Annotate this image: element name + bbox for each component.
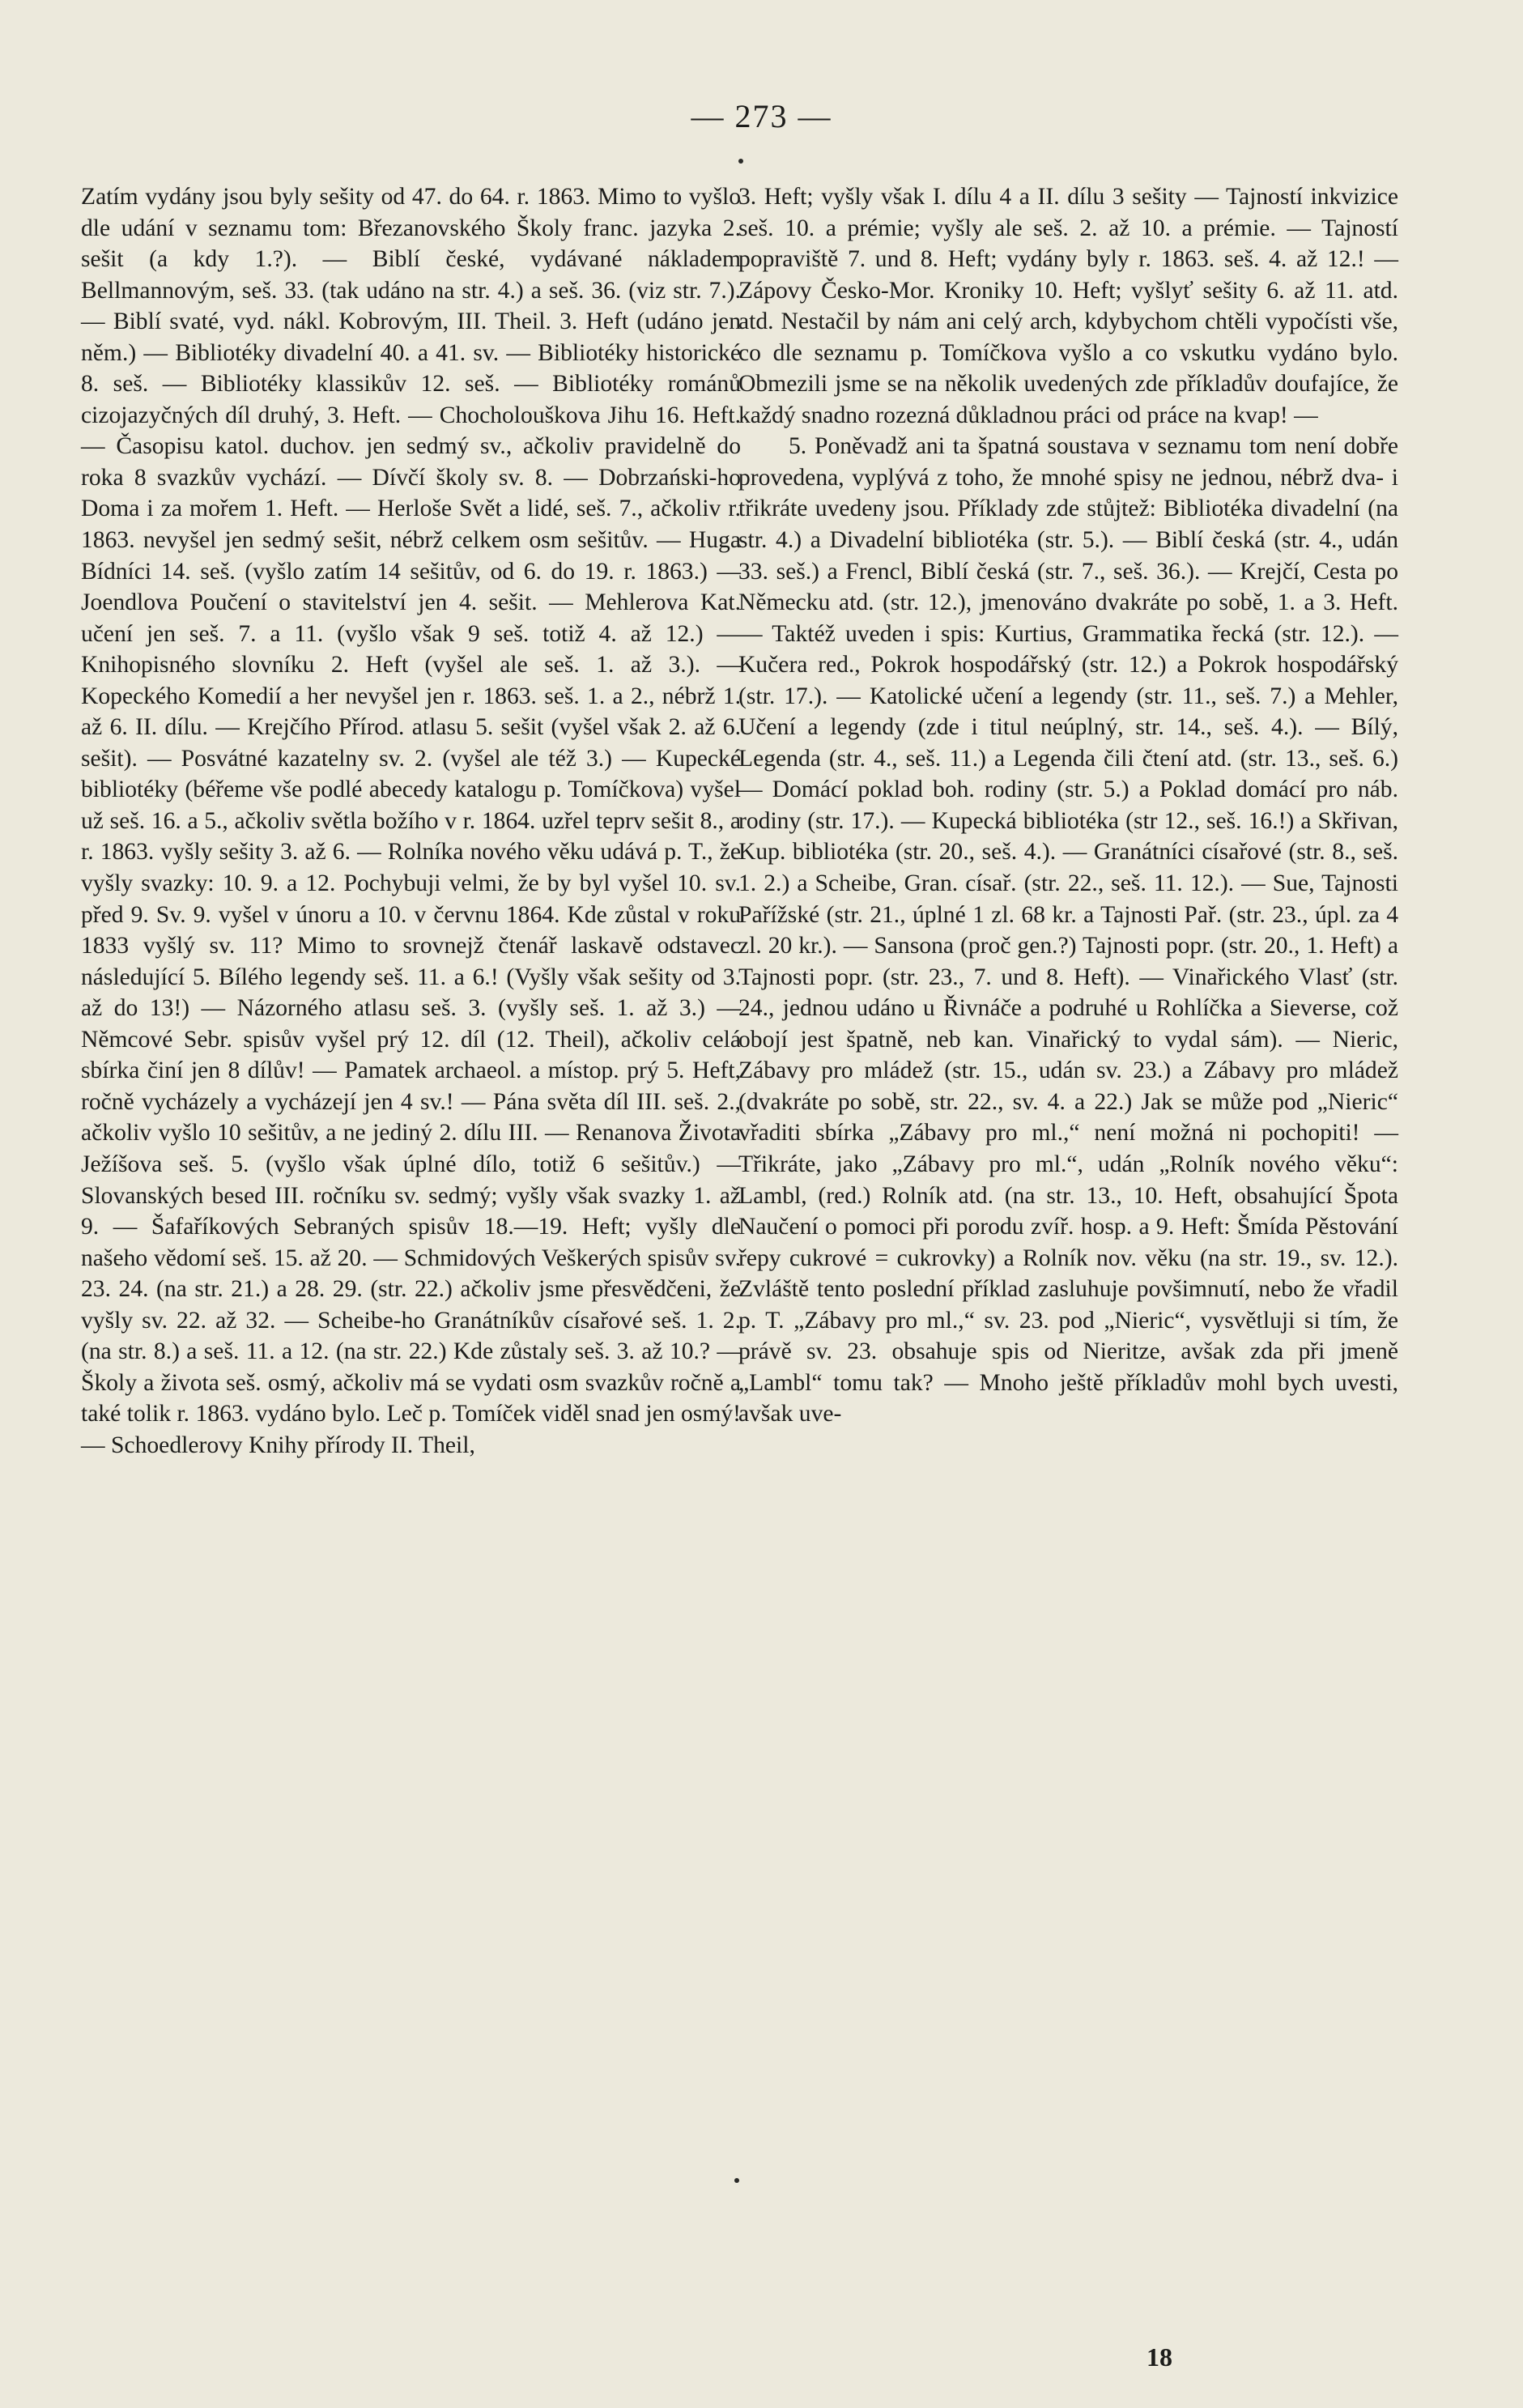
ink-dot-decoration — [734, 2178, 739, 2183]
paragraph: Zatím vydány jsou byly sešity od 47. do 64. r. 1863. Mimo to vyšlo dle udání v seznamu tom: Březanovského Školy franc. jazyka 2. sešit (a kdy 1.?). — Biblí české, vydávané nákladem Bellmannovým, seš. 33. (tak udáno na str. 4.) a seš. 36. (viz str. 7.). — Biblí svaté, vyd. nákl. Kobrovým, III. Theil. 3. Heft (udáno jen něm.) — Bibliotéky divadelní 40. a 41. sv. — Bibliotéky historické 8. seš. — Bibliotéky klassikův 12. seš. — Bibliotéky románů cizojazyčných díl druhý, 3. Heft. — Chocholouškova Jihu 16. Heft. — Časopisu katol. duchov. jen sedmý sv., ačkoliv pravidelně do roka 8 svazkův vychází. — Dívčí školy sv. 8. — Dobrzański-ho Doma i za mořem 1. Heft. — Herloše Svět a lidé, seš. 7., ačkoliv r. 1863. nevyšel jen sedmý sešit, nébrž celkem osm sešitův. — Huga Bídníci 14. seš. (vyšlo zatím 14 sešitův, od 6. do 19. r. 1863.) — Joendlova Poučení o stavitelství jen 4. sešit. — Mehlerova Kat. učení jen seš. 7. a 11. (vyšlo však 9 seš. totiž 4. až 12.) — Knihopisného slovníku 2. Heft (vyšel ale seš. 1. až 3.). — Kopeckého Komedií a her nevyšel jen r. 1863. seš. 1. a 2., nébrž 1. až 6. II. dílu. — Krejčího Přírod. atlasu 5. sešit (vyšel však 2. až 6. sešit). — Posvátné kazatelny sv. 2. (vyšel ale též 3.) — Kupecké bibliotéky (béřeme vše podlé abecedy katalogu p. Tomíčkova) vyšel už seš. 16. a 5., ačkoliv světla božího v r. 1864. uzřel teprv sešit 8., a r. 1863. vyšly sešity 3. až 6. — Rolníka nového věku udává p. T., že vyšly svazky: 10. 9. a 12. Pochybuji velmi, že by byl vyšel 10. sv. před 9. Sv. 9. vyšel v únoru a 10. v červnu 1864. Kde zůstal v roku 1833 vyšlý sv. 11? Mimo to srovnejž čtenář laskavě odstavec následující 5. Bílého legendy seš. 11. a 6.! (Vyšly však sešity od 3. až do 13!) — Názorného atlasu seš. 3. (vyšly seš. 1. až 3.) — Němcové Sebr. spisův vyšel prý 12. díl (12. Theil), ačkoliv celá sbírka činí jen 8 dílův! — Pamatek archaeol. a místop. prý 5. Heft, ročně vycházely a vycházejí jen 4 sv.! — Pána světa díl III. seš. 2., ačkoliv vyšlo 10 sešitův, a ne jediný 2. dílu III. — Renanova Života Ježíšova seš. 5. (vyšlo však úplné dílo, totiž 6 sešitův.) — Slovanských besed III. ročníku sv. sedmý; vyšly však svazky 1. až 9. — Šafaříkových Sebraných spisův 18.—19. Heft; vyšly dle našeho vědomí seš. 15. až 20. — Schmidových Veškerých spisův sv. 23. 24. (na str. 21.) a 28. 29. (str. 22.) ačkoliv jsme přesvědčeni, že vyšly sv. 22. až 32. — Scheibe-ho Granátníkův císařové seš. 1. 2. (na str. 8.) a seš. 11. a 12. (na str. 22.) Kde zůstaly seš. 3. až 10.? — Školy a života seš. osmý, ačkoliv má se vydati osm svazkův ročně a také tolik r. 1863. vydáno bylo. Leč p. Tomíček viděl snad jen osmý! — Schoedlerovy Knihy přírody II. Theil, — [81, 184, 741, 1458]
ink-dot-decoration — [738, 159, 743, 164]
left-text-column — [81, 181, 741, 1461]
signature-mark: 18 — [1147, 2342, 1172, 2372]
paragraph: 3. Heft; vyšly však I. dílu 4 a II. dílu 3 sešity — Tajností inkvizice seš. 10. a prémie; vyšly ale seš. 2. až 10. a prémie. — Tajností popraviště 7. und 8. Heft; vydány byly r. 1863. seš. 4. až 12.! — Zápovy Česko-Mor. Kroniky 10. Heft; vyšlyť sešity 6. až 11. atd. atd. Nestačil by nám ani celý arch, kdybychom chtěli vypočísti vše, co dle seznamu p. Tomíčkova vyšlo a co vskutku vydáno bylo. Obmezili jsme se na několik uvedených zde příkladův doufajíce, že každý snadno rozezná důkladnou práci od práce na kvap! — — [738, 184, 1398, 428]
right-text-column — [738, 181, 1398, 1430]
paragraph: 5. Poněvadž ani ta špatná soustava v seznamu tom není dobře provedena, vyplývá z toho, že mnohé spisy ne jednou, nébrž dva- i třikráte uvedeny jsou. Příklady zde stůjtež: Bibliotéka divadelní (na str. 4.) a Divadelní bibliotéka (str. 5.). — Biblí česká (str. 4., udán 33. seš.) a Frencl, Biblí česká (str. 7., seš. 36.). — Krejčí, Cesta po Německu atd. (str. 12.), jmenováno dvakráte po sobě, 1. a 3. Heft. — Taktéž uveden i spis: Kurtius, Grammatika řecká (str. 12.). — Kučera red., Pokrok hospodářský (str. 12.) a Pokrok hospodářský (str. 17.). — Katolické učení a legendy (str. 11., seš. 7.) a Mehler, Učení a legendy (zde i titul neúplný, str. 14., seš. 4.). — Bílý, Legenda (str. 4., seš. 11.) a Legenda čili čtení atd. (str. 13., seš. 6.) — Domácí poklad boh. rodiny (str. 5.) a Poklad domácí pro náb. rodiny (str. 17.). — Kupecká bibliotéka (str 12., seš. 16.!) a Skřivan, Kup. bibliotéka (str. 20., seš. 4.). — Granátníci císařové (str. 8., seš. 1. 2.) a Scheibe, Gran. císař. (str. 22., seš. 11. 12.). — Sue, Tajnosti Pařížské (str. 21., úplné 1 zl. 68 kr. a Tajnosti Pař. (str. 23., úpl. za 4 zl. 20 kr.). — Sansona (proč gen.?) Tajnosti popr. (str. 20., 1. Heft) a Tajnosti popr. (str. 23., 7. und 8. Heft). — Vinařického Vlasť (str. 24., jednou udáno u Řivnáče a podruhé u Rohlíčka a Sieverse, což obojí jest špatně, neb kan. Vinařický to vydal sám). — Nieric, Zábavy pro mládež (str. 15., udán sv. 23.) a Zábavy pro mládež (dvakráte po sobě, str. 22., sv. 4. a 22.) Jak se může pod „Nieric“ vřaditi sbírka „Zábavy pro ml.,“ není možná ni pochopiti! — Třikráte, jako „Zábavy pro ml.“, udán „Rolník nového věku“: Lambl, (red.) Rolník atd. (na str. 13., 10. Heft, obsahující Špota Naučení o pomoci při porodu zvíř. hosp. a 9. Heft: Šmída Pěstování řepy cukrové = cukrovky) a Rolník nov. věku (na str. 19., sv. 12.). Zvláště tento poslední příklad zasluhuje povšimnutí, nebo že vřadil p. T. „Zábavy pro ml.,“ sv. 23. pod „Nieric“, vysvětluji si tím, že právě sv. 23. obsahuje spis od Nieritze, avšak zda při jmeně „Lambl“ tomu tak? — Mnoho ještě příkladův mohl bych uvesti, avšak uve- — [738, 433, 1398, 1427]
page-number: — 273 — — [691, 98, 832, 134]
